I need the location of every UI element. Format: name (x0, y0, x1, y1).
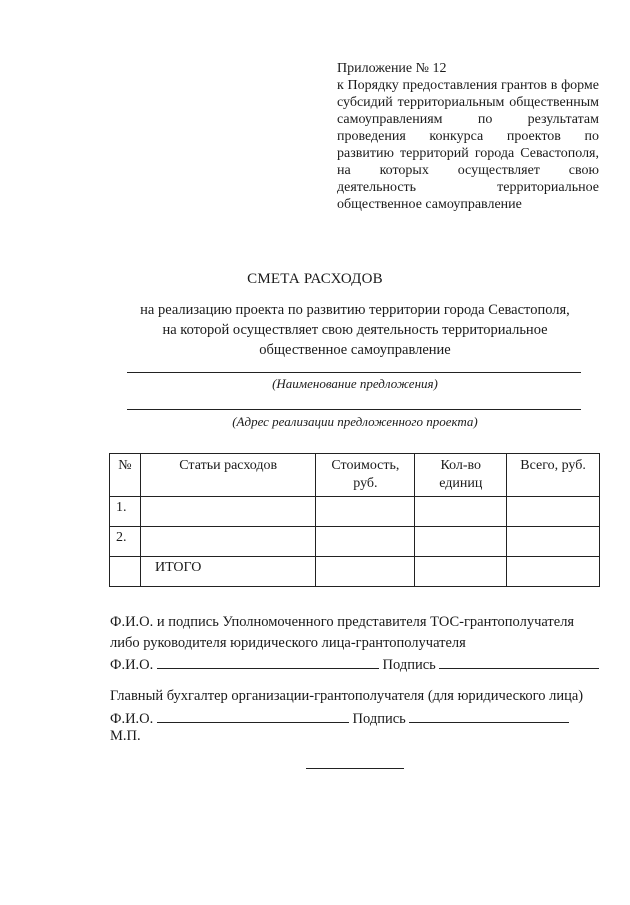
row-qty[interactable] (415, 527, 507, 557)
row-total[interactable] (507, 497, 600, 527)
table-row (110, 527, 600, 557)
total-sum-cell[interactable] (507, 557, 600, 587)
header-num: № (110, 454, 141, 497)
bottom-divider (306, 768, 404, 769)
stamp-row (110, 728, 141, 745)
total-label: ИТОГО (140, 557, 316, 587)
fio-blank[interactable] (157, 708, 349, 723)
subtitle-line-1: на реализацию проекта по развитию территории города Севастополя, (140, 302, 570, 318)
row-num: 1. (110, 497, 141, 527)
sign-label: Подпись (352, 711, 406, 727)
header-items: Статьи расходов (140, 454, 316, 497)
header-qty: Кол-во единиц (415, 454, 507, 497)
total-cost-cell[interactable] (316, 557, 415, 587)
proposal-name-line (127, 372, 581, 373)
representative-line-2: либо руководителя юридического лица-грантополучателя (110, 635, 466, 651)
subtitle-line-3: общественное самоуправление (259, 342, 451, 358)
representative-line-1: Ф.И.О. и подпись Уполномоченного представителя ТОС-грантополучателя (110, 614, 575, 630)
sign-blank[interactable] (409, 708, 569, 723)
sign-blank[interactable] (439, 654, 599, 669)
representative-block (110, 612, 574, 654)
accountant-line: Главный бухгалтер организации-грантополучателя (для юридического лица) (110, 688, 584, 704)
accountant-fio-row (110, 708, 569, 728)
accountant-block (110, 686, 583, 707)
total-qty-cell[interactable] (415, 557, 507, 587)
fio-blank[interactable] (157, 654, 379, 669)
stamp-label: М.П. (110, 728, 141, 744)
project-address-caption: (Адрес реализации предложенного проекта) (232, 414, 478, 429)
row-total[interactable] (507, 527, 600, 557)
appendix-text: к Порядку предоставления грантов в форме субсидий территориальным общественным самоуправлениям по результатам проведения конкурса проектов по развитию территорий города Севастополя, на которых осуществляет свою деятельность территориальное общественное самоуправление (337, 78, 599, 212)
proposal-name-caption: (Наименование предложения) (272, 376, 438, 391)
table-total-row (110, 557, 600, 587)
document-subtitle (120, 300, 590, 360)
header-total: Всего, руб. (507, 454, 600, 497)
document-title: СМЕТА РАСХОДОВ (247, 271, 383, 287)
fio-label: Ф.И.О. (110, 711, 154, 727)
fio-label: Ф.И.О. (110, 657, 154, 673)
row-cost[interactable] (316, 527, 415, 557)
header-cost: Стоимость, руб. (316, 454, 415, 497)
sign-label: Подпись (382, 657, 436, 673)
appendix-block (337, 60, 599, 213)
table-header-row (110, 454, 600, 497)
row-qty[interactable] (415, 497, 507, 527)
subtitle-line-2: на которой осуществляет свою деятельность территориальное (162, 322, 548, 338)
row-item[interactable] (140, 527, 316, 557)
appendix-title: Приложение № 12 (337, 61, 447, 76)
table-row (110, 497, 600, 527)
total-num-cell (110, 557, 141, 587)
row-num: 2. (110, 527, 141, 557)
row-item[interactable] (140, 497, 316, 527)
budget-table (109, 453, 600, 587)
row-cost[interactable] (316, 497, 415, 527)
representative-fio-row (110, 654, 599, 674)
project-address-line (127, 409, 581, 410)
